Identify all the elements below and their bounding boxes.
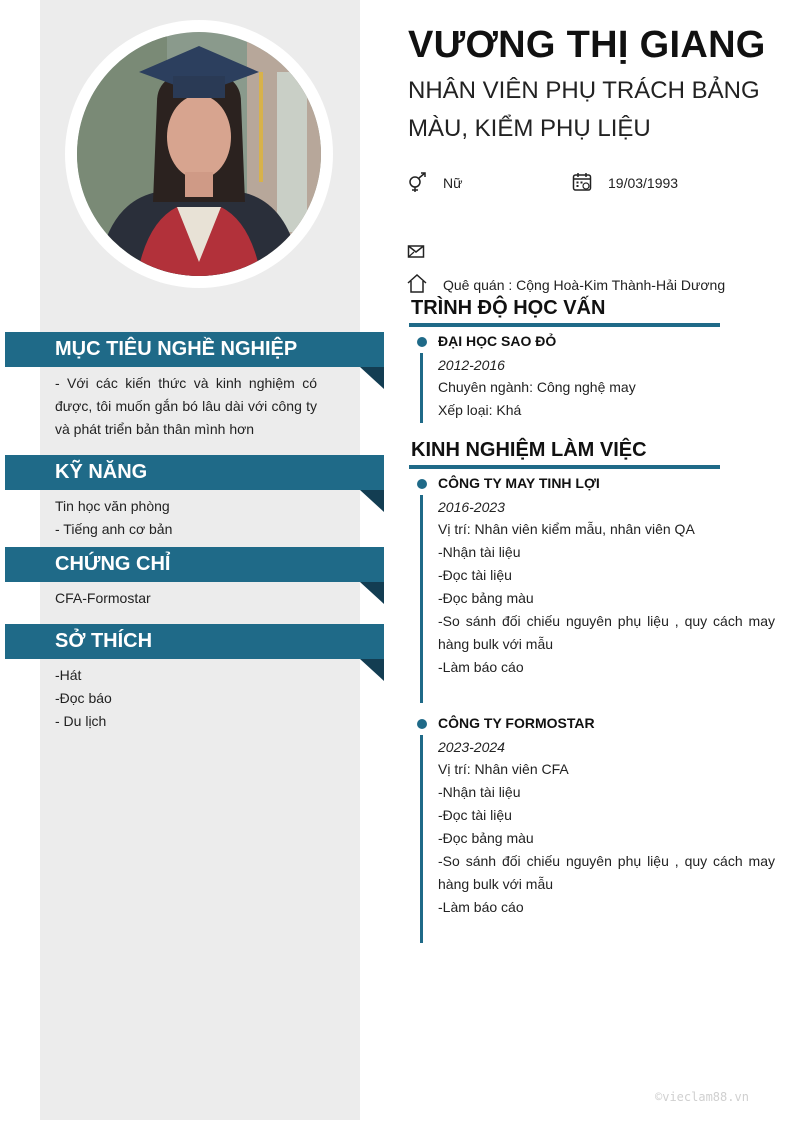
section-certificates-title: CHỨNG CHỈ	[5, 547, 384, 582]
list-item: Tin học văn phòng	[55, 498, 170, 514]
timeline-line	[420, 735, 423, 943]
timeline-line	[420, 353, 423, 423]
skills-list	[55, 495, 317, 541]
experience-period: 2016-2023	[438, 499, 505, 515]
calendar-icon	[572, 172, 592, 192]
hometown-value: Quê quán : Cộng Hoà-Kim Thành-Hải Dương	[443, 277, 726, 293]
list-item: -Làm báo cáo	[438, 899, 524, 915]
timeline-dot	[417, 719, 427, 729]
avatar	[77, 32, 321, 276]
objective-text: - Với các kiến thức và kinh nghiệm có được, tôi muốn gắn bó lâu dài với công ty và phát triển bản thân mình hơn	[55, 375, 317, 437]
birthday-value: 19/03/1993	[608, 175, 679, 191]
list-item: -So sánh đối chiếu nguyên phụ liệu , quy cách may hàng bulk với mẫu	[438, 853, 775, 892]
watermark: ©vieclam88.vn	[655, 1090, 749, 1104]
education-school: ĐẠI HỌC SAO ĐỎ	[438, 333, 557, 349]
list-item: Chuyên ngành: Công nghệ may	[438, 379, 636, 395]
list-item: Vị trí: Nhân viên CFA	[438, 761, 569, 777]
gender-icon	[407, 172, 427, 192]
gender-value: Nữ	[443, 175, 463, 191]
ribbon-fold	[360, 659, 384, 681]
mail-icon	[407, 242, 427, 262]
list-item: -Đọc bảng màu	[438, 590, 534, 606]
section-education-title: TRÌNH ĐỘ HỌC VẤN	[411, 297, 606, 319]
list-item: -Hát	[55, 667, 82, 683]
list-item: CFA-Formostar	[55, 590, 151, 606]
candidate-name: VƯƠNG THỊ GIANG	[408, 24, 766, 66]
ribbon-fold	[360, 582, 384, 604]
section-experience-title: KINH NGHIỆM LÀM VIỆC	[411, 439, 647, 461]
ribbon-fold	[360, 367, 384, 389]
job-title: NHÂN VIÊN PHỤ TRÁCH BẢNG MÀU, KIỂM PHỤ LIỆU	[408, 77, 760, 142]
list-item: Vị trí: Nhân viên kiểm mẫu, nhân viên QA	[438, 521, 695, 537]
experience-details	[438, 758, 775, 919]
section-divider	[409, 323, 720, 327]
list-item: - Tiếng anh cơ bản	[55, 521, 173, 537]
home-icon	[407, 273, 427, 293]
list-item: -Đọc báo	[55, 690, 112, 706]
list-item: -Đọc tài liệu	[438, 567, 512, 583]
section-objective-title: MỤC TIÊU NGHỀ NGHIỆP	[5, 332, 384, 367]
ribbon-fold	[360, 490, 384, 512]
timeline-dot	[417, 479, 427, 489]
list-item: - Du lịch	[55, 713, 107, 729]
avatar-photo	[77, 32, 321, 276]
section-skills-title: KỸ NĂNG	[5, 455, 384, 490]
certificates-list	[55, 587, 317, 610]
list-item: -So sánh đối chiếu nguyên phụ liệu , quy cách may hàng bulk với mẫu	[438, 613, 775, 652]
list-item: -Làm báo cáo	[438, 659, 524, 675]
experience-details	[438, 518, 775, 679]
list-item: Xếp loại: Khá	[438, 402, 522, 418]
list-item: -Đọc bảng màu	[438, 830, 534, 846]
experience-period: 2023-2024	[438, 739, 505, 755]
list-item: -Nhận tài liệu	[438, 784, 521, 800]
timeline-line	[420, 495, 423, 703]
section-hobbies-title: SỞ THÍCH	[5, 624, 384, 659]
list-item: -Đọc tài liệu	[438, 807, 512, 823]
education-period: 2012-2016	[438, 357, 505, 373]
timeline-dot	[417, 337, 427, 347]
list-item: -Nhận tài liệu	[438, 544, 521, 560]
education-details	[438, 376, 775, 422]
experience-company: CÔNG TY MAY TINH LỢI	[438, 475, 600, 491]
experience-company: CÔNG TY FORMOSTAR	[438, 715, 595, 731]
section-divider	[409, 465, 720, 469]
hobbies-list	[55, 664, 317, 733]
